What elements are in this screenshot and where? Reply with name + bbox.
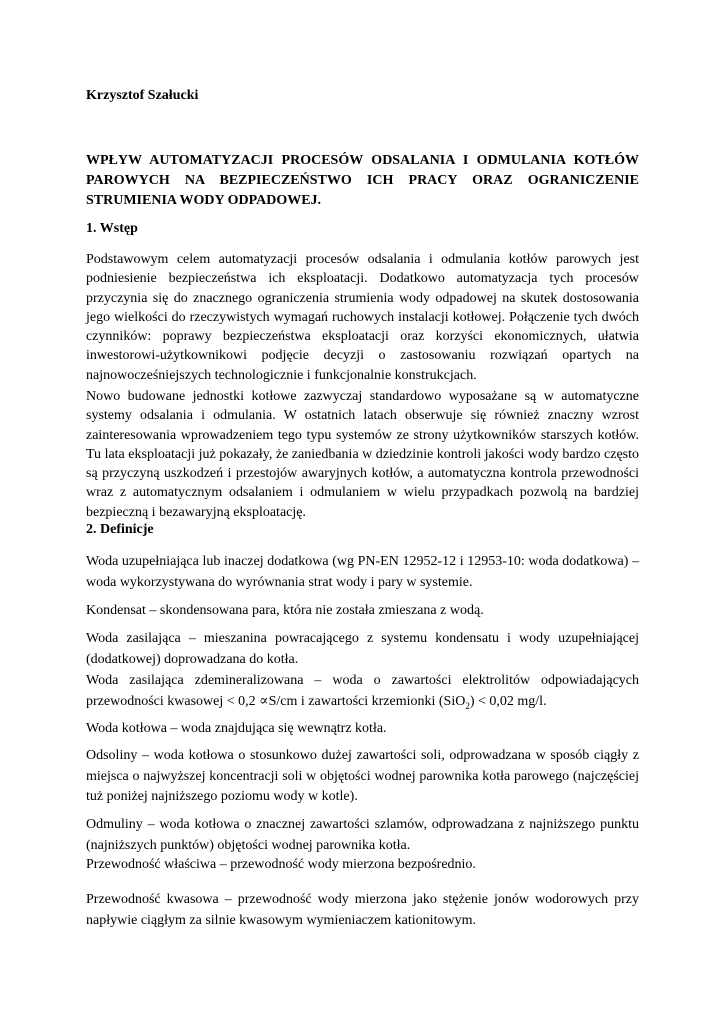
definition-boiler-water: Woda kotłowa – woda znajdująca się wewnątrz kotła.	[86, 721, 387, 736]
intro-paragraph-1: Podstawowym celem automatyzacji procesów odsalania i odmulania kotłów parowych jest podniesienie bezpieczeństwa ich eksploatacji. Dodatkowo automatyzacja tych procesów przyczynia się do znacznego ograniczenia strumienia wody odpadowej na skutek dostosowania jego wielkości do rzeczywistych wymagań ruchowych instalacji kotłowej. Połączenie tych dwóch czynników: poprawy bezpieczeństwa eksploatacji oraz korzyści ekonomicznych, ułatwia inwestorowi-użytkownikowi podjęcie decyzji o zastosowaniu rozwiązań opartych na najnowocześniejszych technologicznie i funkcjonalnie konstrukcjach.	[86, 252, 639, 383]
definition-acid-conductivity: Przewodność kwasowa – przewodność wody mierzona jako stężenie jonów wodorowych przy napływie ciągłym za silnie kwasowym wymieniaczem kationitowym.	[86, 892, 639, 928]
definition-make-up-water: Woda uzupełniająca lub inaczej dodatkowa (wg PN-EN 12952-12 i 12953-10: woda dodatkowa) – woda wykorzystywana do wyrównania strat wody i pary w systemie.	[86, 554, 639, 590]
definition-demineralized-feed-water	[86, 671, 639, 712]
section-heading-introduction: 1. Wstęp	[86, 221, 138, 236]
author-name: Krzysztof Szałucki	[86, 88, 199, 103]
definition-blowdown-sludge: Odmuliny – woda kotłowa o znacznej zawartości szlamów, odprowadzana z najniższego punktu (najniższych punktów) objętości wodnej parownika kotła.	[86, 817, 639, 853]
document-title: WPŁYW AUTOMATYZACJI PROCESÓW ODSALANIA I ODMULANIA KOTŁÓW PAROWYCH NA BEZPIECZEŃSTWO ICH PRACY ORAZ OGRANICZENIE STRUMIENIA WODY ODPADOWEJ.	[86, 153, 639, 208]
subscript-digit: 2	[465, 700, 470, 711]
definition-condensate: Kondensat – skondensowana para, która nie została zmieszana z wodą.	[86, 603, 484, 618]
definition-specific-conductivity: Przewodność właściwa – przewodność wody mierzona bezpośrednio.	[86, 857, 476, 872]
definition-feed-water: Woda zasilająca – mieszanina powracającego z systemu kondensatu i wody uzupełniającej (dodatkowej) doprowadzana do kotła.	[86, 631, 639, 667]
definition-text-part: Woda zasilająca zdemineralizowana – woda o zawartości elektrolitów odpowiadających przewodności kwasowej < 0,2 ∝S/cm i zawartości krzemionki (SiO	[86, 673, 639, 709]
section-heading-definitions: 2. Definicje	[86, 522, 154, 537]
definition-text-part: ) < 0,02 mg/l.	[469, 693, 547, 709]
intro-paragraph-2: Nowo budowane jednostki kotłowe zazwyczaj standardowo wyposażane są w automatyczne systemy odsalania i odmulania. W ostatnich latach obserwuje się również znaczny wzrost zainteresowania wprowadzeniem tego typu systemów ze strony użytkowników starszych kotłów. Tu lata eksploatacji już pokazały, że zaniedbania w dziedzinie kontroli jakości wody bardzo często są przyczyną uszkodzeń i przestojów awaryjnych kotłów, a automatyczna kontrola przewodności wraz z automatycznym odsalaniem i odmulaniem w wielu przypadkach pozwolą na bardziej bezpieczną i bezawaryjną eksploatację.	[86, 389, 639, 520]
definition-blowdown-continuous: Odsoliny – woda kotłowa o stosunkowo dużej zawartości soli, odprowadzana w sposób ciągły z miejsca o najwyższej koncentracji soli w objętości wodnej parownika kotła parowego (najczęściej tuż poniżej najniższego poziomu wody w kotle).	[86, 748, 639, 804]
